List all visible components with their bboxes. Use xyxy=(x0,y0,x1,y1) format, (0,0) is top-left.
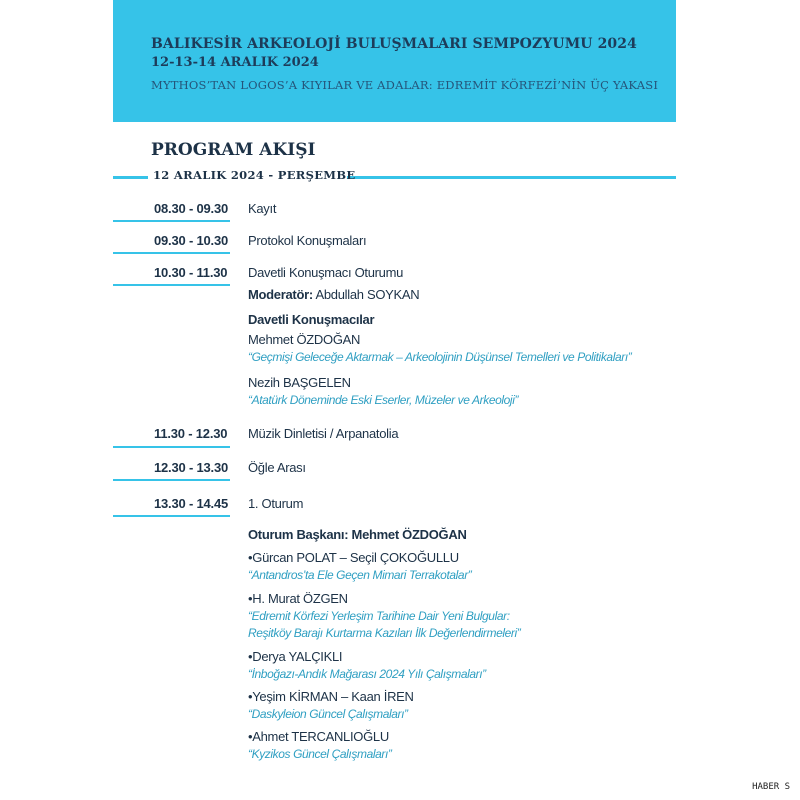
session-time: 12.30 - 13.30 xyxy=(154,460,229,475)
session-chair: Oturum Başkanı: Mehmet ÖZDOĞAN xyxy=(248,527,467,542)
session-label: 1. Oturum xyxy=(248,496,304,511)
presenter-name: •Yeşim KİRMAN – Kaan İREN xyxy=(248,689,414,704)
program-title: PROGRAM AKIŞI xyxy=(151,140,316,160)
presenter-name: •Ahmet TERCANLIOĞLU xyxy=(248,729,389,744)
presenter-name: •Gürcan POLAT – Seçil ÇOKOĞULLU xyxy=(248,550,459,565)
session-label: Kayıt xyxy=(248,201,277,216)
moderator-label: Moderatör: xyxy=(248,287,313,302)
talk-title: Reşitköy Barajı Kurtarma Kazıları İlk Değerlendirmeleri” xyxy=(248,626,521,640)
talk-title: “İnboğazı-Andık Mağarası 2024 Yılı Çalışmaları” xyxy=(248,667,486,681)
speaker-name: Nezih BAŞGELEN xyxy=(248,375,351,390)
symposium-title: BALIKESİR ARKEOLOJİ BULUŞMALARI SEMPOZYUMU 2024 xyxy=(151,36,637,52)
talk-title: “Daskyleion Güncel Çalışmaları” xyxy=(248,707,408,721)
talk-title: “Kyzikos Güncel Çalışmaları” xyxy=(248,747,392,761)
session-label: Müzik Dinletisi / Arpanatolia xyxy=(248,426,399,441)
speaker-name: Mehmet ÖZDOĞAN xyxy=(248,332,361,347)
session-label: Protokol Konuşmaları xyxy=(248,233,367,248)
session-time: 10.30 - 11.30 xyxy=(154,265,228,280)
session-label: Davetli Konuşmacı Oturumu xyxy=(248,265,404,280)
symposium-dates: 12-13-14 ARALIK 2024 xyxy=(151,55,319,70)
session-time: 13.30 - 14.45 xyxy=(154,496,229,511)
talk-title: “Edremit Körfezi Yerleşim Tarihine Dair Yeni Bulgular: xyxy=(248,609,510,623)
talk-title: “Atatürk Döneminde Eski Eserler, Müzeler ve Arkeoloji” xyxy=(248,393,519,407)
moderator-name: Abdullah SOYKAN xyxy=(312,287,420,302)
session-divider xyxy=(113,515,230,517)
watermark-text: HABER S xyxy=(752,782,790,792)
speakers-heading: Davetli Konuşmacılar xyxy=(248,312,375,327)
presenter-name: •H. Murat ÖZGEN xyxy=(248,591,348,606)
day-divider-left xyxy=(113,176,148,179)
day-divider-right xyxy=(347,176,676,179)
session-divider xyxy=(113,446,230,448)
symposium-subtitle: MYTHOS’TAN LOGOS’A KIYILAR VE ADALAR: EDREMİT KÖRFEZİ’NİN ÜÇ YAKASI xyxy=(151,78,659,92)
session-time: 11.30 - 12.30 xyxy=(154,426,228,441)
talk-title: “Geçmişi Geleceğe Aktarmak – Arkeolojinin Düşünsel Temelleri ve Politikaları” xyxy=(248,350,632,364)
session-time: 08.30 - 09.30 xyxy=(154,201,229,216)
day-heading: 12 ARALIK 2024 - PERŞEMBE xyxy=(153,168,356,182)
session-label: Öğle Arası xyxy=(248,460,306,475)
session-divider xyxy=(113,252,230,254)
session-time: 09.30 - 10.30 xyxy=(154,233,229,248)
session-divider xyxy=(113,220,230,222)
session-divider xyxy=(113,479,230,481)
moderator-line xyxy=(248,287,419,302)
session-divider xyxy=(113,284,230,286)
presenter-name: •Derya YALÇIKLI xyxy=(248,649,343,664)
talk-title: “Antandros’ta Ele Geçen Mimari Terrakotalar” xyxy=(248,568,472,582)
